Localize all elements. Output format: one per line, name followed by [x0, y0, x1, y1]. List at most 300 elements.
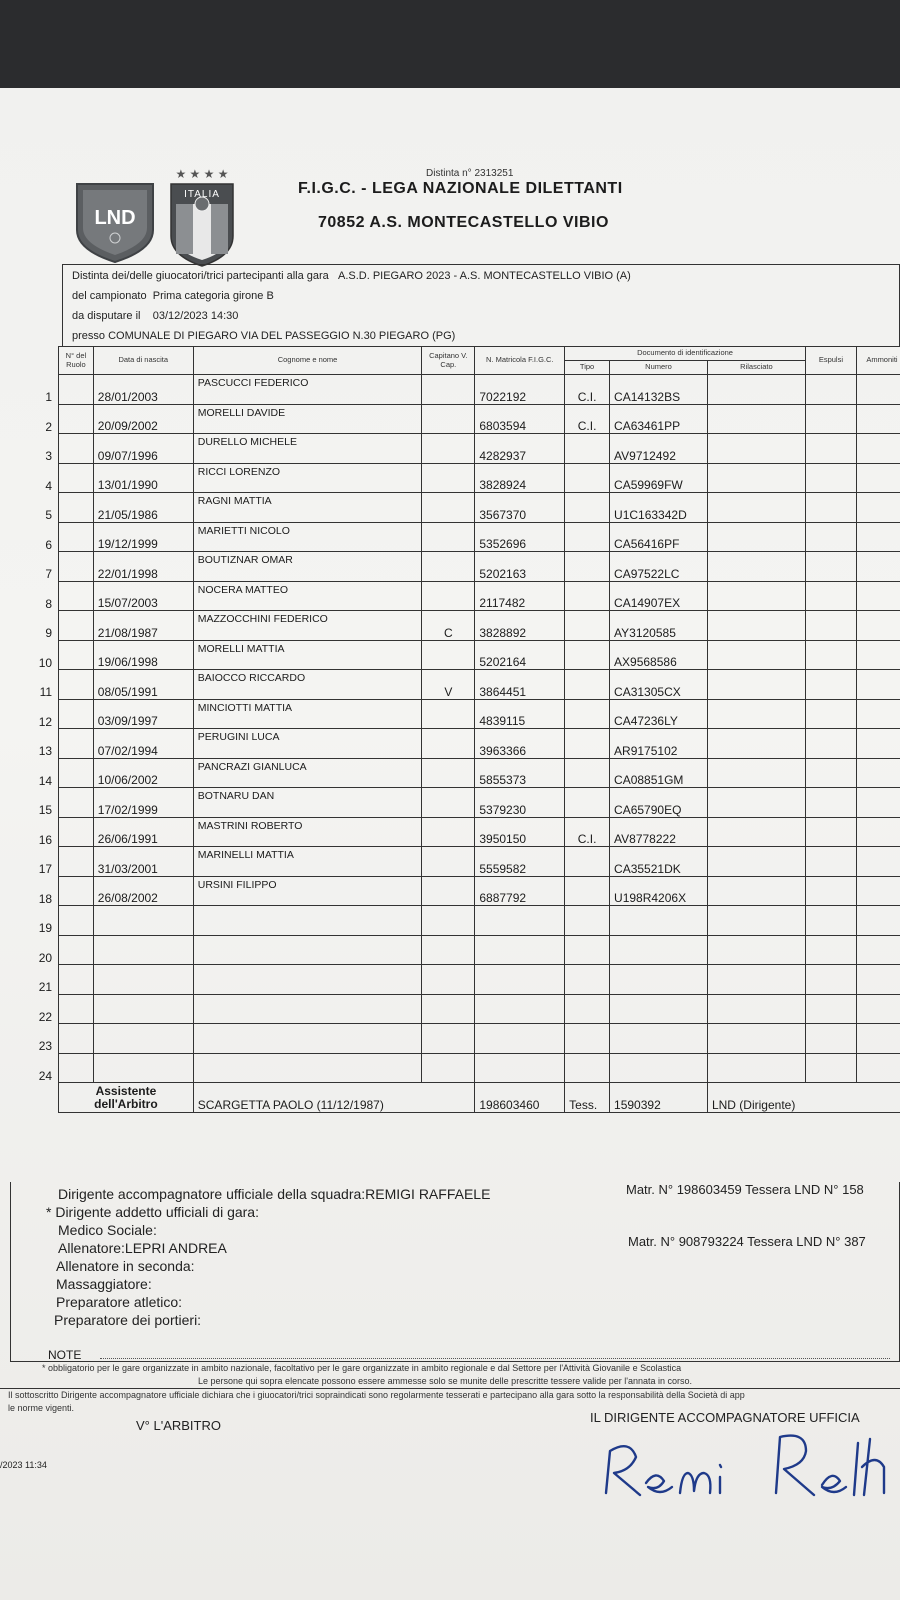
rilasciato-cell	[707, 670, 805, 700]
birth-cell: 10/06/2002	[93, 758, 193, 788]
table-row	[28, 493, 900, 523]
doc-type-cell: C.I.	[565, 817, 610, 847]
espulsi-cell	[805, 876, 856, 906]
rilasciato-cell	[707, 1053, 805, 1083]
doc-number-cell: AY3120585	[610, 611, 708, 641]
table-row	[28, 906, 900, 936]
espulsi-cell	[805, 729, 856, 759]
col-ammoniti: Ammoniti	[856, 347, 900, 375]
matricola-cell	[475, 1053, 565, 1083]
ammoniti-cell	[856, 581, 900, 611]
birth-cell	[93, 994, 193, 1024]
espulsi-cell	[805, 581, 856, 611]
ruolo-cell	[59, 611, 94, 641]
table-row	[28, 552, 900, 582]
matricola-cell: 3567370	[475, 493, 565, 523]
assistant-name: SCARGETTA PAOLO (11/12/1987)	[193, 1083, 475, 1113]
row-number: 1	[45, 390, 53, 404]
venue-line	[72, 330, 455, 342]
captain-cell: V	[422, 670, 475, 700]
birth-cell	[93, 935, 193, 965]
doc-type-cell	[565, 581, 610, 611]
captain-cell	[422, 640, 475, 670]
table-row	[28, 434, 900, 464]
row-number: 17	[38, 862, 53, 876]
matricola-cell	[475, 906, 565, 936]
doc-type-cell	[565, 965, 610, 995]
ruolo-cell	[59, 876, 94, 906]
espulsi-cell	[805, 817, 856, 847]
espulsi-cell	[805, 434, 856, 464]
name-cell: MARINELLI MATTIA	[193, 847, 422, 877]
doc-type-cell	[565, 522, 610, 552]
ruolo-cell	[59, 581, 94, 611]
doc-type-cell	[565, 788, 610, 818]
name-cell: RAGNI MATTIA	[193, 493, 422, 523]
name-cell: RICCI LORENZO	[193, 463, 422, 493]
rilasciato-cell	[707, 817, 805, 847]
captain-cell: C	[422, 611, 475, 641]
col-capitano: Capitano V. Cap.	[422, 347, 475, 375]
distinta-number: Distinta n° 2313251	[426, 168, 514, 179]
matricola-cell: 3950150	[475, 817, 565, 847]
captain-cell	[422, 699, 475, 729]
espulsi-cell	[805, 965, 856, 995]
rilasciato-cell	[707, 758, 805, 788]
doc-number-cell: CA97522LC	[610, 552, 708, 582]
ammoniti-cell	[856, 493, 900, 523]
doc-number-cell	[610, 1053, 708, 1083]
row-number: 22	[38, 1009, 53, 1024]
matricola-cell	[475, 965, 565, 995]
birth-cell: 21/08/1987	[93, 611, 193, 641]
rilasciato-cell	[707, 699, 805, 729]
table-row	[28, 847, 900, 877]
row-number: 6	[45, 537, 53, 552]
ruolo-cell	[59, 965, 94, 995]
ammoniti-cell	[856, 670, 900, 700]
allenatore-line: Allenatore:LEPRI ANDREA	[58, 1240, 227, 1256]
espulsi-cell	[805, 375, 856, 405]
rilasciato-cell	[707, 1024, 805, 1054]
birth-cell: 20/09/2002	[93, 404, 193, 434]
captain-cell	[422, 463, 475, 493]
rilasciato-cell	[707, 522, 805, 552]
espulsi-cell	[805, 699, 856, 729]
row-number: 4	[45, 478, 53, 493]
massaggiatore-line: Massaggiatore:	[56, 1276, 152, 1292]
doc-number-cell: CA14907EX	[610, 581, 708, 611]
ruolo-cell	[59, 522, 94, 552]
espulsi-cell	[805, 758, 856, 788]
birth-cell: 17/02/1999	[93, 788, 193, 818]
handwritten-signature	[600, 1433, 890, 1518]
doc-type-cell	[565, 1024, 610, 1054]
birth-cell	[93, 965, 193, 995]
rilasciato-cell	[707, 404, 805, 434]
svg-text:ITALIA: ITALIA	[184, 189, 220, 200]
declaration-rule	[0, 1388, 900, 1389]
doc-number-cell: CA08851GM	[610, 758, 708, 788]
preparatore-line: Preparatore atletico:	[56, 1294, 183, 1310]
col-nascita: Data di nascita	[93, 347, 193, 375]
name-cell: MAZZOCCHINI FEDERICO	[193, 611, 422, 641]
table-row	[28, 611, 900, 641]
assistant-numero: 1590392	[610, 1083, 708, 1113]
championship-value: Prima categoria girone B	[152, 290, 274, 302]
ruolo-cell	[59, 375, 94, 405]
doc-number-cell	[610, 965, 708, 995]
ammoniti-cell	[856, 640, 900, 670]
venue-label: presso	[72, 330, 106, 342]
matricola-cell: 3963366	[475, 729, 565, 759]
doc-type-cell	[565, 434, 610, 464]
row-number: 8	[45, 596, 53, 611]
espulsi-cell	[805, 670, 856, 700]
doc-number-cell: U1C163342D	[610, 493, 708, 523]
espulsi-cell	[805, 493, 856, 523]
row-number: 14	[38, 773, 53, 788]
espulsi-cell	[805, 404, 856, 434]
doc-type-cell	[565, 611, 610, 641]
captain-cell	[422, 375, 475, 405]
name-cell: DURELLO MICHELE	[193, 434, 422, 464]
doc-type-cell	[565, 1053, 610, 1083]
svg-text:LND: LND	[94, 207, 136, 229]
matricola-cell: 7022192	[475, 375, 565, 405]
row-number: 23	[38, 1039, 53, 1053]
row-number: 3	[45, 449, 53, 463]
ruolo-cell	[59, 906, 94, 936]
timestamp: /2023 11:34	[0, 1460, 47, 1470]
doc-number-cell	[610, 935, 708, 965]
ruolo-cell	[59, 552, 94, 582]
ammoniti-cell	[856, 994, 900, 1024]
note-dotted-line	[100, 1358, 890, 1359]
assistant-label: Assistente dell'Arbitro	[59, 1083, 194, 1113]
captain-cell	[422, 876, 475, 906]
matricola-cell: 5352696	[475, 522, 565, 552]
table-row	[28, 1053, 900, 1083]
assistant-row	[28, 1083, 900, 1113]
rilasciato-cell	[707, 788, 805, 818]
table-row	[28, 1024, 900, 1054]
name-cell: BOTNARU DAN	[193, 788, 422, 818]
matricola-cell: 5202163	[475, 552, 565, 582]
ammoniti-cell	[856, 965, 900, 995]
name-cell: BOUTIZNAR OMAR	[193, 552, 422, 582]
footnote-1: * obbligatorio per le gare organizzate in ambito nazionale, facoltativo per le gare organizzate in ambito regionale e dal Settore per l'Attività Giovanile e Scolastica	[42, 1363, 682, 1373]
doc-number-cell: CA65790EQ	[610, 788, 708, 818]
championship-label: del campionato	[72, 290, 147, 302]
name-cell: BAIOCCO RICCARDO	[193, 670, 422, 700]
birth-cell: 08/05/1991	[93, 670, 193, 700]
rilasciato-cell	[707, 493, 805, 523]
col-numero: Numero	[610, 361, 708, 375]
ruolo-cell	[59, 935, 94, 965]
table-row	[28, 876, 900, 906]
espulsi-cell	[805, 935, 856, 965]
birth-cell: 28/01/2003	[93, 375, 193, 405]
captain-cell	[422, 493, 475, 523]
ammoniti-cell	[856, 404, 900, 434]
footnote-2: Le persone qui sopra elencate possono essere ammesse solo se munite delle prescritte tessere valide per l'annata in corso.	[198, 1376, 692, 1386]
captain-cell	[422, 965, 475, 995]
row-number: 5	[45, 508, 53, 522]
dirigente-signature-label: IL DIRIGENTE ACCOMPAGNATORE UFFICIA	[590, 1410, 860, 1425]
table-row	[28, 581, 900, 611]
birth-cell: 26/06/1991	[93, 817, 193, 847]
ammoniti-cell	[856, 729, 900, 759]
row-number: 7	[45, 567, 53, 581]
ammoniti-cell	[856, 463, 900, 493]
row-number: 19	[38, 921, 53, 935]
table-row	[28, 670, 900, 700]
organization-title: F.I.G.C. - LEGA NAZIONALE DILETTANTI	[298, 180, 623, 197]
name-cell: NOCERA MATTEO	[193, 581, 422, 611]
matricola-cell: 5379230	[475, 788, 565, 818]
ruolo-cell	[59, 434, 94, 464]
date-label: da disputare il	[72, 310, 141, 322]
birth-cell: 15/07/2003	[93, 581, 193, 611]
col-matricola: N. Matricola F.I.G.C.	[475, 347, 565, 375]
italia-logo	[168, 164, 236, 273]
name-cell: MARIETTI NICOLO	[193, 522, 422, 552]
ruolo-cell	[59, 817, 94, 847]
name-cell: PERUGINI LUCA	[193, 729, 422, 759]
doc-number-cell: CA59969FW	[610, 463, 708, 493]
rilasciato-cell	[707, 552, 805, 582]
doc-type-cell	[565, 906, 610, 936]
ruolo-cell	[59, 758, 94, 788]
assistant-tipo: Tess.	[565, 1083, 610, 1113]
birth-cell: 26/08/2002	[93, 876, 193, 906]
captain-cell	[422, 404, 475, 434]
captain-cell	[422, 847, 475, 877]
doc-type-cell	[565, 847, 610, 877]
matricola-cell: 3864451	[475, 670, 565, 700]
ruolo-cell	[59, 847, 94, 877]
table-row	[28, 817, 900, 847]
espulsi-cell	[805, 788, 856, 818]
dirigente-line: Dirigente accompagnatore ufficiale della squadra:REMIGI RAFFAELE	[58, 1186, 491, 1202]
espulsi-cell	[805, 1024, 856, 1054]
row-number-header	[28, 347, 59, 375]
captain-cell	[422, 552, 475, 582]
doc-number-cell: CA47236LY	[610, 699, 708, 729]
table-row	[28, 640, 900, 670]
captain-cell	[422, 906, 475, 936]
row-number: 12	[38, 714, 53, 729]
ammoniti-cell	[856, 1053, 900, 1083]
table-row	[28, 375, 900, 405]
ruolo-cell	[59, 670, 94, 700]
name-cell: MORELLI DAVIDE	[193, 404, 422, 434]
name-cell	[193, 1053, 422, 1083]
matricola-cell: 5202164	[475, 640, 565, 670]
rilasciato-cell	[707, 640, 805, 670]
table-row	[28, 965, 900, 995]
espulsi-cell	[805, 640, 856, 670]
doc-number-cell: U198R4206X	[610, 876, 708, 906]
name-cell	[193, 1024, 422, 1054]
captain-cell	[422, 1024, 475, 1054]
ammoniti-cell	[856, 876, 900, 906]
player-rows	[28, 375, 900, 1083]
ruolo-cell	[59, 699, 94, 729]
birth-cell: 22/01/1998	[93, 552, 193, 582]
ammoniti-cell	[856, 699, 900, 729]
team-title: 70852 A.S. MONTECASTELLO VIBIO	[318, 214, 609, 231]
espulsi-cell	[805, 994, 856, 1024]
row-number: 16	[38, 832, 53, 847]
espulsi-cell	[805, 906, 856, 936]
table-row	[28, 758, 900, 788]
doc-type-cell	[565, 640, 610, 670]
date-line	[72, 310, 238, 322]
birth-cell: 31/03/2001	[93, 847, 193, 877]
championship-line	[72, 290, 274, 302]
ammoniti-cell	[856, 817, 900, 847]
matricola-cell: 2117482	[475, 581, 565, 611]
matricola-cell: 4282937	[475, 434, 565, 464]
doc-type-cell	[565, 699, 610, 729]
matricola-cell: 6887792	[475, 876, 565, 906]
rilasciato-cell	[707, 935, 805, 965]
captain-cell	[422, 522, 475, 552]
doc-type-cell	[565, 935, 610, 965]
declaration-1: Il sottoscritto Dirigente accompagnatore ufficiale dichiara che i giuocatori/trici sopraindicati sono regolarmente tesserati e partecipano alla gara sotto la responsabilità della Società di app	[8, 1390, 745, 1400]
captain-cell	[422, 935, 475, 965]
date-value: 03/12/2023 14:30	[152, 310, 239, 322]
doc-number-cell: CA56416PF	[610, 522, 708, 552]
doc-number-cell: AX9568586	[610, 640, 708, 670]
row-number: 15	[38, 803, 53, 817]
ruolo-cell	[59, 1024, 94, 1054]
rilasciato-cell	[707, 434, 805, 464]
ammoniti-cell	[856, 788, 900, 818]
matricola-cell: 3828892	[475, 611, 565, 641]
matricola-cell: 5559582	[475, 847, 565, 877]
row-number: 9	[45, 626, 53, 640]
assistant-note: LND (Dirigente)	[707, 1083, 900, 1113]
ruolo-cell	[59, 729, 94, 759]
table-row	[28, 699, 900, 729]
svg-text:★ ★ ★ ★: ★ ★ ★ ★	[175, 167, 229, 181]
arbitro-label: V° L'ARBITRO	[136, 1418, 221, 1433]
doc-number-cell: AV8778222	[610, 817, 708, 847]
rilasciato-cell	[707, 876, 805, 906]
name-cell	[193, 906, 422, 936]
ruolo-cell	[59, 463, 94, 493]
name-cell: URSINI FILIPPO	[193, 876, 422, 906]
allenatore-matr: Matr. N° 908793224 Tessera LND N° 387	[628, 1234, 866, 1249]
medico-line: Medico Sociale:	[58, 1222, 157, 1238]
row-number: 2	[45, 419, 53, 434]
rilasciato-cell	[707, 375, 805, 405]
name-cell	[193, 935, 422, 965]
rilasciato-cell	[707, 581, 805, 611]
table-row	[28, 994, 900, 1024]
document-sheet	[0, 88, 900, 1600]
col-rilasciato: Rilasciato	[707, 361, 805, 375]
row-number: 24	[38, 1068, 53, 1083]
name-cell: PANCRAZI GIANLUCA	[193, 758, 422, 788]
matricola-cell	[475, 994, 565, 1024]
espulsi-cell	[805, 847, 856, 877]
rilasciato-cell	[707, 906, 805, 936]
matricola-cell: 5855373	[475, 758, 565, 788]
table-header-row	[28, 347, 900, 361]
birth-cell: 19/12/1999	[93, 522, 193, 552]
name-cell	[193, 994, 422, 1024]
name-cell	[193, 965, 422, 995]
captain-cell	[422, 994, 475, 1024]
lnd-logo	[74, 180, 156, 269]
doc-type-cell	[565, 670, 610, 700]
doc-type-cell	[565, 552, 610, 582]
espulsi-cell	[805, 463, 856, 493]
doc-number-cell: AR9175102	[610, 729, 708, 759]
table-row	[28, 935, 900, 965]
rilasciato-cell	[707, 729, 805, 759]
name-cell: PASCUCCI FEDERICO	[193, 375, 422, 405]
doc-number-cell: CA63461PP	[610, 404, 708, 434]
espulsi-cell	[805, 522, 856, 552]
captain-cell	[422, 434, 475, 464]
captain-cell	[422, 758, 475, 788]
ammoniti-cell	[856, 434, 900, 464]
ammoniti-cell	[856, 847, 900, 877]
ammoniti-cell	[856, 552, 900, 582]
row-number: 18	[38, 891, 53, 906]
birth-cell: 07/02/1994	[93, 729, 193, 759]
espulsi-cell	[805, 1053, 856, 1083]
captain-cell	[422, 788, 475, 818]
captain-cell	[422, 1053, 475, 1083]
matricola-cell	[475, 1024, 565, 1054]
doc-number-cell: CA31305CX	[610, 670, 708, 700]
doc-number-cell: CA14132BS	[610, 375, 708, 405]
col-espulsi: Espulsi	[805, 347, 856, 375]
rilasciato-cell	[707, 965, 805, 995]
doc-number-cell	[610, 906, 708, 936]
ammoniti-cell	[856, 906, 900, 936]
row-number: 11	[39, 685, 53, 699]
birth-cell: 09/07/1996	[93, 434, 193, 464]
matricola-cell: 3828924	[475, 463, 565, 493]
rilasciato-cell	[707, 463, 805, 493]
birth-cell: 21/05/1986	[93, 493, 193, 523]
birth-cell	[93, 1053, 193, 1083]
espulsi-cell	[805, 611, 856, 641]
ammoniti-cell	[856, 522, 900, 552]
table-row	[28, 522, 900, 552]
row-number: 13	[38, 744, 53, 758]
doc-number-cell	[610, 1024, 708, 1054]
doc-number-cell	[610, 994, 708, 1024]
players-table	[28, 346, 900, 1113]
ruolo-cell	[59, 1053, 94, 1083]
seconda-line: Allenatore in seconda:	[56, 1258, 195, 1274]
ruolo-cell	[59, 640, 94, 670]
col-tipo: Tipo	[565, 361, 610, 375]
matricola-cell: 6803594	[475, 404, 565, 434]
birth-cell	[93, 1024, 193, 1054]
name-cell: MASTRINI ROBERTO	[193, 817, 422, 847]
table-row	[28, 788, 900, 818]
row-number: 21	[38, 980, 53, 994]
